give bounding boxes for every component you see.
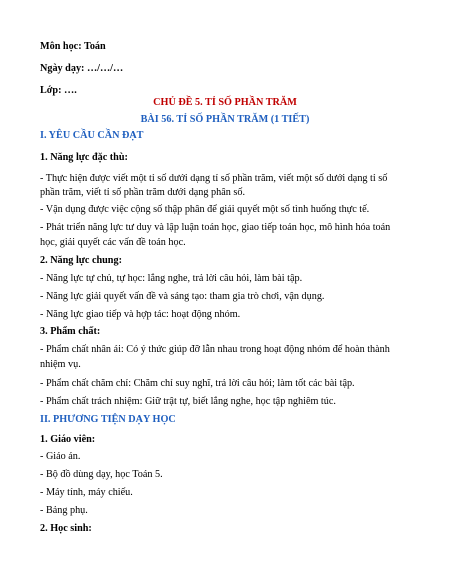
list-item: - Giáo án. [40, 451, 81, 462]
list-item: - Máy tính, máy chiếu. [40, 487, 133, 498]
list-item: - Phát triển năng lực tư duy và lập luận toán học, giao tiếp toán học, mô hình hóa toán [40, 222, 391, 233]
section-1-sub-1-title: 1. Năng lực đặc thù: [40, 152, 128, 163]
topic-title: CHỦ ĐỀ 5. TỈ SỐ PHẦN TRĂM [153, 97, 297, 108]
list-item: - Bộ đồ dùng dạy, học Toán 5. [40, 469, 163, 480]
lesson-title: BÀI 56. TỈ SỐ PHẦN TRĂM (1 TIẾT) [140, 114, 310, 125]
section-2-sub-1-title: 1. Giáo viên: [40, 434, 96, 445]
list-item: học, giải quyết các vấn đề toán học. [40, 237, 186, 248]
section-1-sub-3-title: 3. Phẩm chất: [40, 326, 101, 337]
section-2-title: II. PHƯƠNG TIỆN DẠY HỌC [40, 414, 176, 425]
class-line: Lớp: …. [40, 85, 77, 96]
section-1-sub-2-title: 2. Năng lực chung: [40, 255, 122, 266]
list-item: nhiệm vụ. [40, 359, 81, 370]
subject-line: Môn học: Toán [40, 41, 106, 52]
list-item: - Phẩm chất chăm chỉ: Chăm chỉ suy nghĩ, trả lời câu hỏi; làm tốt các bài tập. [40, 378, 355, 389]
list-item: - Phẩm chất nhân ái: Có ý thức giúp đỡ lẫn nhau trong hoạt động nhóm để hoàn thành [40, 344, 390, 355]
list-item: - Năng lực giao tiếp và hợp tác: hoạt động nhóm. [40, 309, 241, 320]
list-item: - Năng lực giải quyết vấn đề và sáng tạo: tham gia trò chơi, vận dụng. [40, 291, 325, 302]
section-2-sub-2-title: 2. Học sinh: [40, 523, 92, 534]
date-line: Ngày dạy: …/…/… [40, 63, 124, 74]
list-item: - Vận dụng được việc cộng số thập phân để giải quyết một số tình huống thực tế. [40, 204, 370, 215]
list-item: - Thực hiện được viết một tỉ số dưới dạng tỉ số phần trăm, viết một số dưới dạng tỉ số [40, 173, 388, 184]
list-item: - Phẩm chất trách nhiệm: Giữ trật tự, biết lắng nghe, học tập nghiêm túc. [40, 396, 336, 407]
section-1-title: I. YÊU CẦU CẦN ĐẠT [40, 130, 144, 141]
list-item: - Năng lực tự chủ, tự học: lắng nghe, trả lời câu hỏi, làm bài tập. [40, 273, 303, 284]
list-item: phần trăm, viết tỉ số phần trăm dưới dạng phân số. [40, 187, 245, 198]
list-item: - Bảng phụ. [40, 505, 88, 516]
